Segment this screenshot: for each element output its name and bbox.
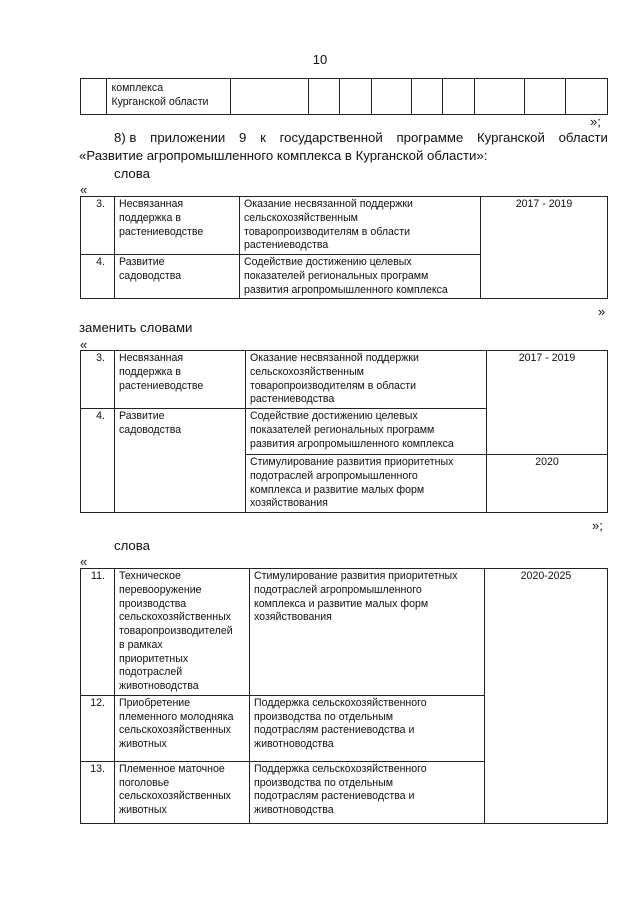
page-number: 10: [312, 52, 328, 67]
row-name: Развитие садоводства: [115, 409, 246, 513]
table-row: [81, 569, 608, 696]
instruction-word: приложении: [150, 130, 226, 145]
continuation-cell: [524, 79, 566, 115]
table-old-words-2: [80, 568, 608, 824]
continuation-table: [80, 78, 608, 115]
continuation-cell: [566, 79, 608, 115]
row-period: 2020: [487, 455, 608, 513]
row-description: Оказание несвязанной поддержки сельскохозяйственным товаропроизводителям в области растениеводства: [240, 197, 481, 255]
continuation-cell: [411, 79, 443, 115]
row-number: 4.: [81, 409, 115, 513]
open-quote: «: [80, 554, 88, 569]
row-name: Развитие садоводства: [115, 255, 240, 299]
continuation-text-cell: комплекса Курганской области: [107, 79, 230, 115]
row-period: 2020-2025: [485, 569, 608, 824]
row-number: 3.: [81, 351, 115, 409]
instruction-word: 8) в: [114, 130, 137, 145]
row-description: Стимулирование развития приоритетных подотраслей агропромышленного комплекса и развитие малых форм хозяйствования: [250, 569, 485, 696]
row-period: 2017 - 2019: [481, 197, 608, 299]
table-row: [81, 197, 608, 255]
open-quote: «: [80, 182, 88, 197]
row-name: Приобретение племенного молодняка сельскохозяйственных животных: [115, 695, 250, 761]
closing-quote: »;: [590, 114, 601, 129]
instruction-word: области: [558, 130, 608, 145]
instruction-word: Курганской: [477, 130, 545, 145]
closing-quote: »;: [592, 518, 603, 533]
continuation-cell: [308, 79, 340, 115]
replace-label: заменить словами: [79, 320, 193, 335]
instruction-word: программе: [396, 130, 464, 145]
row-number: 3.: [81, 197, 115, 255]
row-name: Племенное маточное поголовье сельскохозяйственных животных: [115, 761, 250, 823]
row-number: 12.: [81, 695, 115, 761]
row-name: Несвязанная поддержка в растениеводстве: [115, 351, 246, 409]
row-description: Содействие достижению целевых показателей региональных программ развития агропромышленного комплекса: [240, 255, 481, 299]
continuation-cell: [340, 79, 372, 115]
row-number: 4.: [81, 255, 115, 299]
row-name: Несвязанная поддержка в растениеводстве: [115, 197, 240, 255]
words-label: слова: [114, 538, 150, 553]
row-period: 2017 - 2019: [487, 351, 608, 455]
table-new-words: [80, 350, 608, 513]
table-old-words: [80, 196, 608, 299]
open-quote: «: [80, 337, 88, 352]
row-description: Оказание несвязанной поддержки сельскохозяйственным товаропроизводителям в области растениеводства: [246, 351, 487, 409]
row-number: 13.: [81, 761, 115, 823]
words-label: слова: [114, 166, 150, 181]
instruction-word: 9: [238, 130, 247, 145]
continuation-cell: [474, 79, 524, 115]
row-name: Техническое перевооружение производства сельскохозяйственных товаропроизводителей в рамках приоритетных подотраслей животноводства: [115, 569, 250, 696]
row-description: Стимулирование развития приоритетных подотраслей агропромышленного комплекса и развитие малых форм хозяйствования: [246, 455, 487, 513]
instruction-word: к: [260, 130, 266, 145]
continuation-cell: [371, 79, 411, 115]
instruction-line-1: [114, 130, 608, 146]
table-row: [81, 351, 608, 409]
row-description: Поддержка сельскохозяйственного производства по отдельным подотраслям растениеводства и животноводства: [250, 761, 485, 823]
continuation-empty-cell: [81, 79, 107, 115]
instruction-word: государственной: [279, 130, 383, 145]
row-description: Содействие достижению целевых показателей региональных программ развития агропромышленного комплекса: [246, 409, 487, 455]
continuation-cell: [443, 79, 475, 115]
close-quote: »: [598, 304, 606, 319]
row-description: Поддержка сельскохозяйственного производства по отдельным подотраслям растениеводства и животноводства: [250, 695, 485, 761]
instruction-line-2: «Развитие агропромышленного комплекса в Курганской области»:: [79, 148, 488, 163]
row-number: 11.: [81, 569, 115, 696]
continuation-cell: [230, 79, 308, 115]
